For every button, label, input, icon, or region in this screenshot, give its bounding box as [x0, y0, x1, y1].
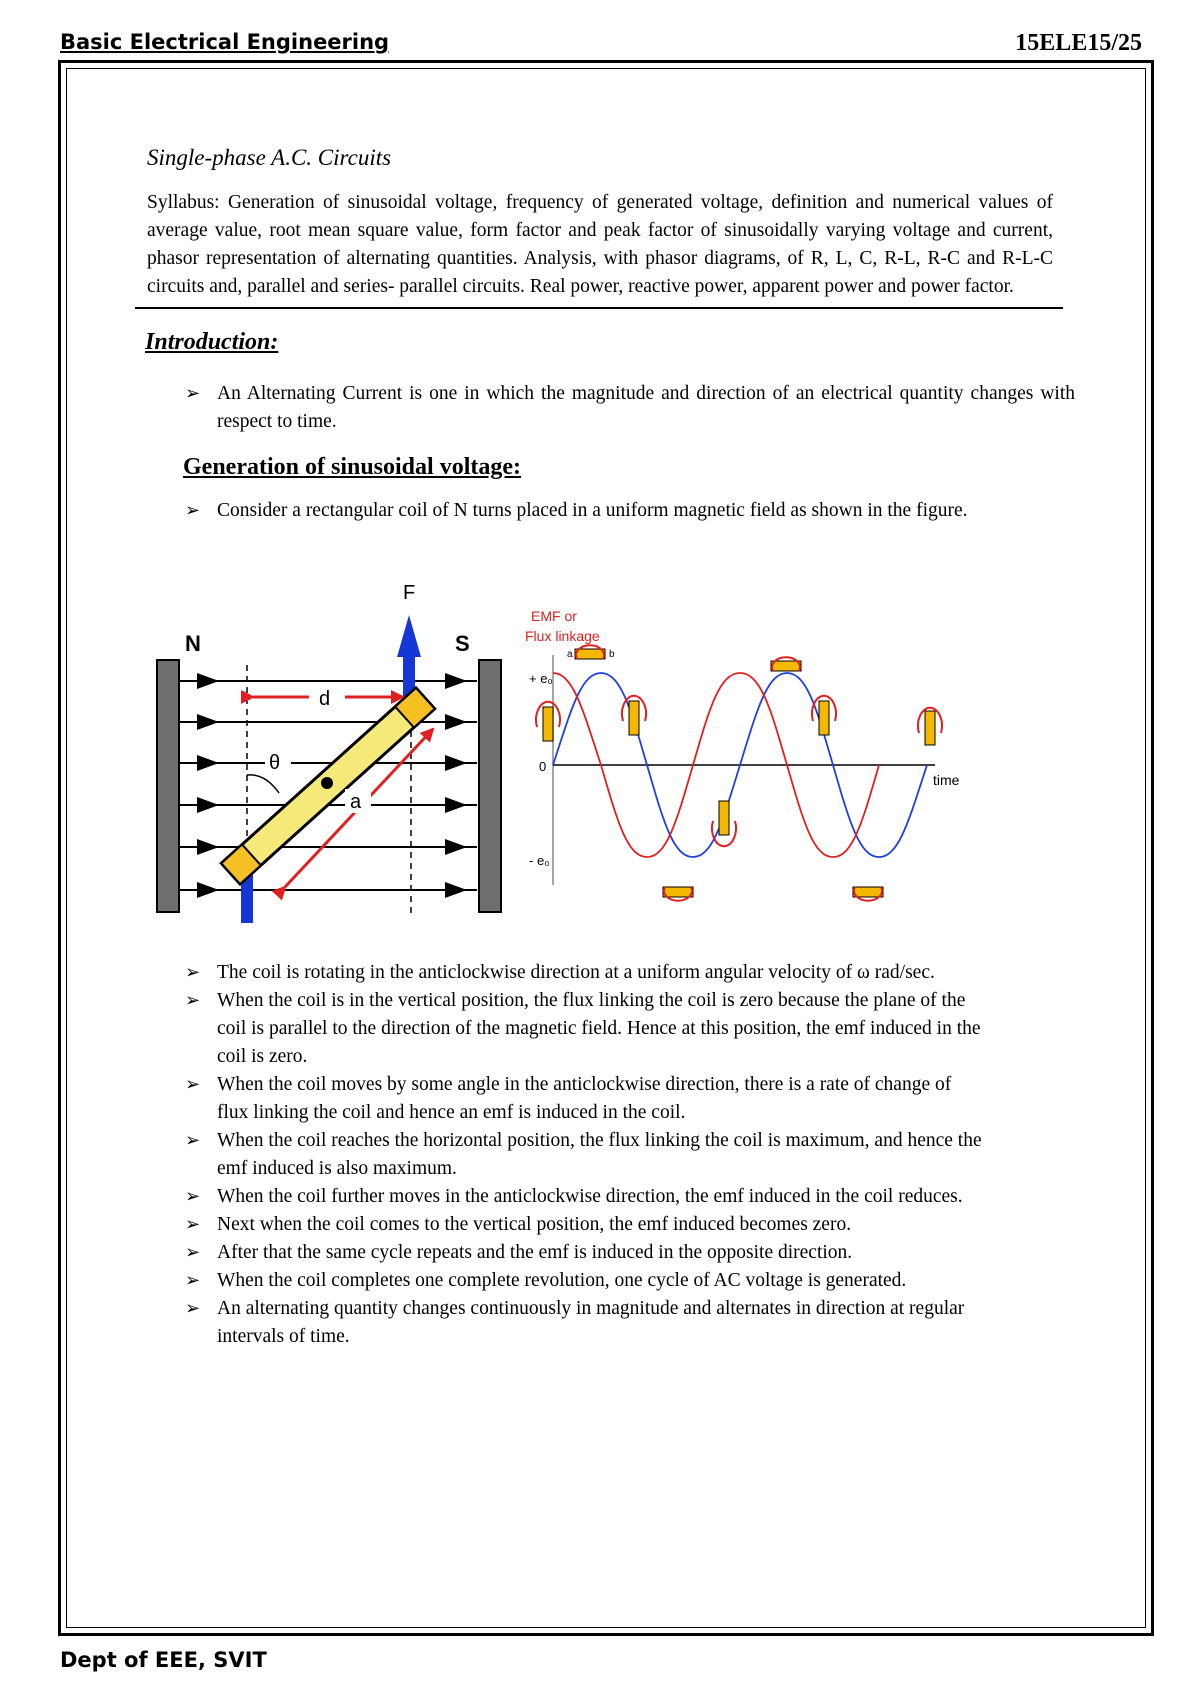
coil-position-icon [567, 645, 615, 660]
generation-lead-list [135, 497, 1055, 525]
arrow-bullet-icon: ➢ [185, 990, 201, 1011]
arrow-bullet-icon: ➢ [185, 962, 201, 983]
rotation-axis-dot [321, 777, 333, 789]
coil-position-icon [536, 702, 560, 741]
north-pole-block [157, 660, 179, 912]
footer-department: Dept of EEE, SVIT [60, 1648, 267, 1672]
generation-list [135, 959, 1055, 1351]
header-course-code: 15ELE15/25 [1015, 30, 1142, 56]
legend-emf: EMF or [531, 608, 577, 624]
list-item: ➢ Next when the coil comes to the vertical position, the emf induced becomes zero. [183, 1211, 1007, 1239]
angle-arc [247, 775, 279, 793]
introduction-heading: Introduction: [145, 329, 279, 355]
positive-peak-label: + e₀ [529, 671, 553, 686]
generator-figure [135, 545, 1055, 955]
south-pole-label: S [455, 631, 470, 656]
angle-label: θ [269, 752, 281, 774]
force-label: F [403, 582, 416, 604]
arrow-bullet-icon: ➢ [185, 1130, 201, 1151]
list-item: ➢ An Alternating Current is one in which the magnitude and direction of an electrical quantity changes with respect to time. [183, 380, 1075, 436]
svg-text:a: a [567, 649, 573, 660]
list-item: ➢ When the coil reaches the horizontal position, the flux linking the coil is maximum, and hence the emf induced is also maximum. [183, 1127, 987, 1183]
negative-peak-label: - e₀ [529, 853, 550, 868]
section-title: Single-phase A.C. Circuits [147, 145, 392, 170]
page-content [135, 145, 1075, 1351]
side-label: a [350, 791, 362, 813]
coil-position-icon [918, 708, 942, 745]
zero-label: 0 [539, 759, 547, 774]
list-item: ➢ When the coil moves by some angle in the anticlockwise direction, there is a rate of change of flux linking the coil and hence an emf is induced in the coil. [183, 1071, 987, 1127]
coil-position-icon [712, 801, 736, 846]
coil-position-icon [663, 887, 693, 901]
coil-in-field-diagram [157, 582, 527, 955]
force-arrow-icon [397, 615, 421, 657]
south-pole-block [479, 660, 501, 912]
horizontal-rule [135, 307, 1063, 309]
legend-flux: Flux linkage [525, 628, 600, 644]
header-title: Basic Electrical Engineering [60, 30, 390, 54]
arrow-bullet-icon: ➢ [185, 383, 201, 404]
arrow-bullet-icon: ➢ [185, 1270, 201, 1291]
arrow-bullet-icon: ➢ [185, 1298, 201, 1319]
distance-label: d [319, 688, 331, 710]
introduction-list [135, 380, 1075, 436]
generation-heading: Generation of sinusoidal voltage: [183, 454, 522, 480]
list-item: ➢ When the coil is in the vertical position, the flux linking the coil is zero because the plane of the coil is parallel to the direction of the magnetic field. Hence at this position, the emf induced in the coil is zero. [183, 987, 987, 1071]
arrow-bullet-icon: ➢ [185, 500, 201, 521]
north-pole-label: N [185, 631, 201, 656]
svg-text:b: b [609, 649, 615, 660]
list-item: ➢ An alternating quantity changes continuously in magnitude and alternates in direction at regular intervals of time. [183, 1295, 1017, 1351]
list-item: ➢ When the coil completes one complete revolution, one cycle of AC voltage is generated. [183, 1267, 987, 1295]
emf-waveform-diagram [523, 608, 983, 955]
coil-position-icon [812, 696, 836, 735]
coil-position-icon [853, 887, 883, 901]
list-item: ➢ The coil is rotating in the anticlockwise direction at a uniform angular velocity of ω rad/sec. [183, 959, 987, 987]
arrow-bullet-icon: ➢ [185, 1074, 201, 1095]
syllabus-paragraph: Syllabus: Generation of sinusoidal voltage, frequency of generated voltage, definition and numerical values of average value, root mean square value, form factor and peak factor of sinusoidally varying voltage and current, phasor representation of alternating quantities. Analysis, with phasor diagrams, of R, L, C, R-L, R-C and R-L-C circuits and, parallel and series- parallel circuits. Real power, reactive power, apparent power and power factor. [147, 192, 1053, 297]
coil-position-icon [622, 696, 646, 735]
arrow-bullet-icon: ➢ [185, 1242, 201, 1263]
time-axis-label: time [933, 772, 960, 788]
list-item: ➢ When the coil further moves in the anticlockwise direction, the emf induced in the coil reduces. [183, 1183, 987, 1211]
arrow-bullet-icon: ➢ [185, 1214, 201, 1235]
coil-position-icon [771, 657, 801, 671]
list-item: ➢ Consider a rectangular coil of N turns placed in a uniform magnetic field as shown in the figure. [183, 497, 1007, 525]
arrow-bullet-icon: ➢ [185, 1186, 201, 1207]
list-item: ➢ After that the same cycle repeats and the emf is induced in the opposite direction. [183, 1239, 1007, 1267]
